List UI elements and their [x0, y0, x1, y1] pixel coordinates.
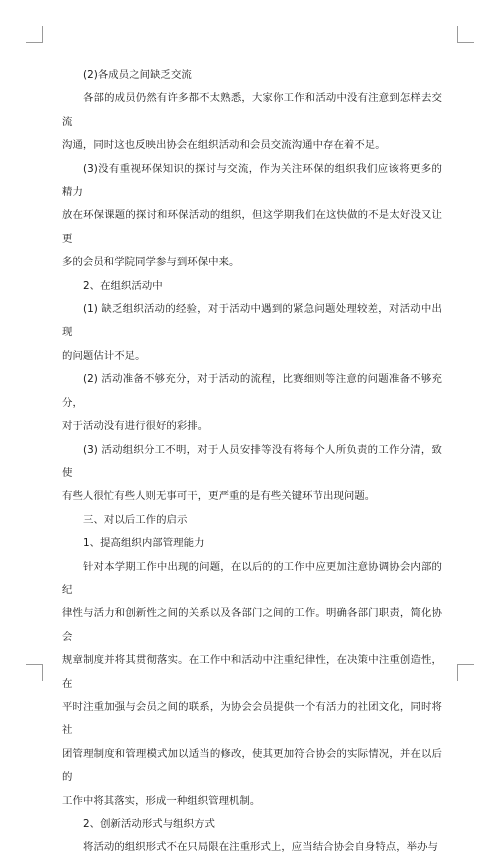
paragraph-line: 对于活动没有进行很好的彩排。: [62, 420, 209, 433]
paragraph-line: (3)没有重视环保知识的探讨与交流，作为关注环保的组织我们应该将更多的精力: [62, 162, 442, 199]
crop-mark-top-left: [26, 26, 43, 43]
paragraph: [62, 298, 442, 368]
paragraph-line: 三、对以后工作的启示: [83, 513, 188, 526]
paragraph-line: 规章制度并将其贯彻落实。在工作中和活动中注重纪律性，在决策中注重创造性，在: [62, 654, 442, 690]
paragraph-line: 多的会员和学院同学参与到环保中来。: [62, 256, 240, 269]
paragraph-line: 工作中将其落实，形成一种组织管理机制。: [62, 794, 261, 807]
paragraph: [62, 275, 442, 298]
paragraph: [62, 368, 442, 438]
paragraph-line: 律性与活力和创新性之间的关系以及各部门之间的工作。明确各部门职责，简化协会: [62, 607, 442, 643]
paragraph-line: 的问题估计不足。: [62, 349, 146, 362]
paragraph: [62, 439, 442, 509]
paragraph-line: 团管理制度和管理模式加以适当的修改，使其更加符合协会的实际情况，并在以后的: [62, 747, 442, 784]
paragraph-line: 有些人很忙有些人则无事可干，更严重的是有些关键环节出现问题。: [62, 490, 376, 503]
paragraph-line: 沟通，同时这也反映出协会在组织活动和会员交流沟通中存在着不足。: [62, 139, 386, 152]
paragraph-line: 针对本学期工作中出现的问题，在以后的的工作中应更加注意协调协会内部的纪: [62, 560, 442, 596]
paragraph-line: 2、在组织活动中: [83, 279, 163, 292]
paragraph-line: 平时注重加强与会员之间的联系，为协会会员提供一个有活力的社团文化，同时将社: [62, 700, 442, 737]
paragraph: [62, 64, 442, 87]
paragraph-line: (2) 活动准备不够充分，对于活动的流程，比赛细则等注意的问题准备不够充分，: [62, 373, 442, 409]
document-body: [62, 64, 442, 860]
paragraph-line: 各部的成员仍然有许多都不太熟悉，大家你工作和活动中没有注意到怎样去交流: [62, 92, 442, 128]
crop-mark-top-right: [457, 26, 474, 43]
paragraph: [62, 813, 442, 836]
paragraph-line: 放在环保课题的探讨和环保活动的组织，但这学期我们在这快做的不是太好没又让更: [62, 209, 442, 245]
paragraph: [62, 509, 442, 532]
paragraph-line: (3) 活动组织分工不明，对于人员安排等没有将每个人所负责的工作分清，致使: [62, 443, 442, 479]
paragraph-line: (1) 缺乏组织活动的经验，对于活动中遇到的紧急问题处理较差，对活动中出现: [62, 303, 442, 339]
paragraph-line: 将活动的组织形式不在只局限在注重形式上，应当结合协会自身特点，举办与: [83, 841, 438, 854]
crop-mark-bottom-right: [457, 664, 474, 681]
crop-mark-bottom-left: [26, 664, 43, 681]
paragraph: [62, 532, 442, 555]
paragraph-line: 2、创新活动形式与组织方式: [83, 818, 215, 830]
paragraph: [62, 556, 442, 813]
paragraph-line: (2)各成员之间缺乏交流: [83, 69, 192, 81]
paragraph-line: 1、提高组织内部管理能力: [83, 537, 205, 550]
paragraph: [62, 87, 442, 157]
paragraph: [62, 158, 442, 275]
paragraph: [62, 836, 442, 859]
